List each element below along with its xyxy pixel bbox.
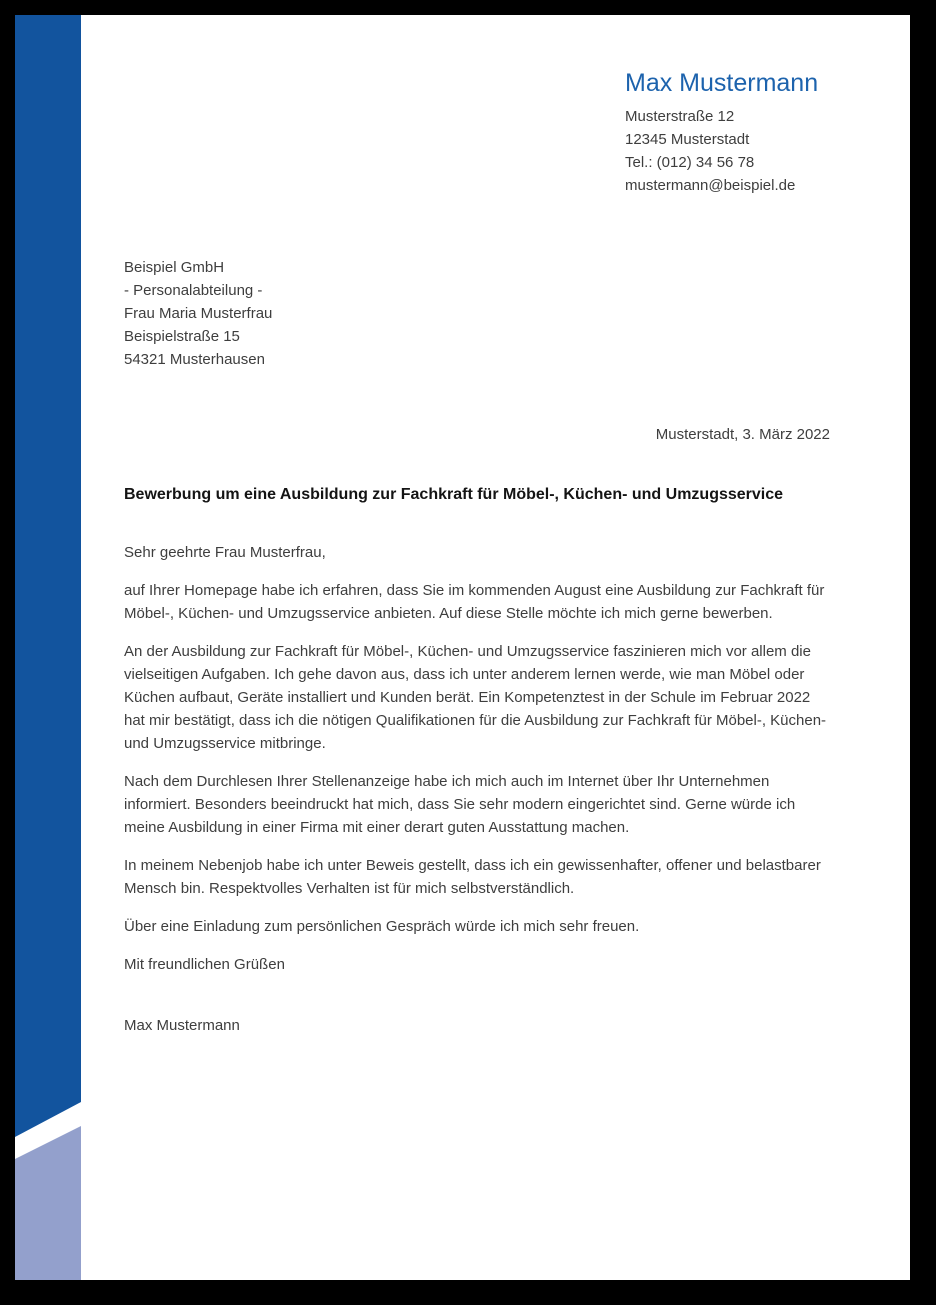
paragraph-1: auf Ihrer Homepage habe ich erfahren, dass Sie im kommenden August eine Ausbildung zur Fachkraft für Möbel-, Küchen- und Umzugsservice anbieten. Auf diese Stelle möchte ich mich gerne bewerben. (124, 582, 825, 622)
recipient-block (124, 256, 272, 371)
salutation: Sehr geehrte Frau Musterfrau, (124, 544, 326, 561)
paragraph-4: In meinem Nebenjob habe ich unter Beweis gestellt, dass ich ein gewissenhafter, offener und belastbarer Mensch bin. Respektvolles Verhalten ist für mich selbstverständlich. (124, 857, 821, 897)
sender-city: 12345 Musterstadt (625, 131, 750, 148)
sender-phone: Tel.: (012) 34 56 78 (625, 154, 755, 171)
date-line: Musterstadt, 3. März 2022 (655, 426, 830, 443)
recipient-company: Beispiel GmbH (124, 259, 225, 276)
sender-email: mustermann@beispiel.de (625, 177, 796, 194)
letter-page (15, 15, 910, 1280)
sender-street: Musterstraße 12 (625, 108, 735, 125)
sender-block (625, 68, 865, 197)
paragraph-3: Nach dem Durchlesen Ihrer Stellenanzeige habe ich mich auch im Internet über Ihr Unternehmen informiert. Besonders beeindruckt hat mich, dass Sie sehr modern eingerichtet sind. Gerne würde ich meine Ausbildung in einer Firma mit einer derart guten Ausstattung machen. (124, 773, 796, 836)
closing-phrase: Mit freundlichen Grüßen (124, 956, 285, 973)
letter-body (124, 423, 830, 1037)
signature-name: Max Mustermann (124, 1017, 240, 1034)
subject-line: Bewerbung um eine Ausbildung zur Fachkraft für Möbel-, Küchen- und Umzugsservice (124, 486, 784, 503)
sender-name: Max Mustermann (625, 69, 819, 97)
recipient-contact: Frau Maria Musterfrau (124, 305, 273, 322)
paragraph-5: Über eine Einladung zum persönlichen Gespräch würde ich mich sehr freuen. (124, 918, 640, 935)
left-accent-stripe (15, 15, 81, 1280)
paragraph-2: An der Ausbildung zur Fachkraft für Möbel-, Küchen- und Umzugsservice faszinieren mich vor allem die vielseitigen Aufgaben. Ich gehe davon aus, dass ich unter anderem lernen werde, wie man Möbel oder Küchen aufbaut, Geräte installiert und Kunden berät. Ein Kompetenztest in der Schule im Februar 2022 hat mir bestätigt, dass ich die nötigen Qualifikationen für die Ausbildung zur Fachkraft für Möbel-, Küchen- und Umzugsservice mitbringe. (124, 643, 827, 752)
recipient-street: Beispielstraße 15 (124, 328, 240, 345)
recipient-department: - Personalabteilung - (124, 282, 263, 299)
stripe-dark-blue (15, 15, 81, 1280)
recipient-city: 54321 Musterhausen (124, 351, 265, 368)
